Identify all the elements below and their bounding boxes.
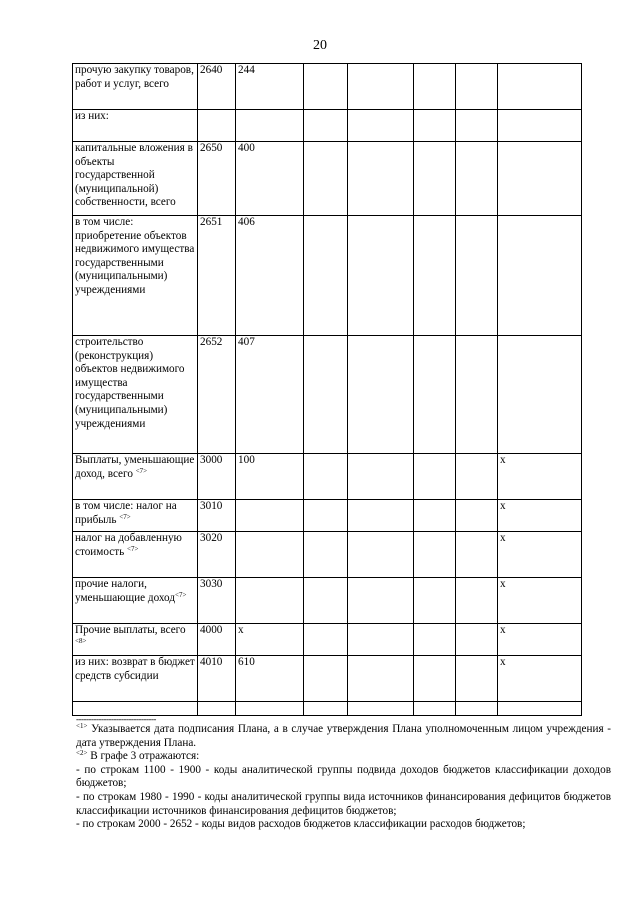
footnote-paragraph: - по строкам 1980 - 1990 - коды аналитической группы вида источников финансирования дефицитов бюджетов классификации источников финансирования дефицитов бюджетов; xyxy=(76,790,611,817)
last-column-cell: х xyxy=(498,454,582,500)
last-column-cell: х xyxy=(498,578,582,624)
value-cell xyxy=(456,532,498,578)
value-cell xyxy=(348,656,414,702)
value-cell xyxy=(414,142,456,216)
footnotes xyxy=(76,723,611,832)
row-code-cell: 2650 xyxy=(198,142,236,216)
last-column-cell: х xyxy=(498,656,582,702)
value-cell xyxy=(348,216,414,336)
table-row xyxy=(73,500,582,532)
row-code-cell: 4000 xyxy=(198,624,236,656)
value-cell xyxy=(348,578,414,624)
value-cell xyxy=(304,578,348,624)
footnote-paragraph: $^{<1>}$ Указывается дата подписания Плана, а в случае утверждения Плана уполномоченным лицом учреждения - дата утверждения Плана. xyxy=(76,722,611,749)
budget-code-cell: 100 xyxy=(236,454,304,500)
budget-code-cell xyxy=(236,110,304,142)
value-cell xyxy=(348,142,414,216)
table-row xyxy=(73,578,582,624)
row-code-cell: 3000 xyxy=(198,454,236,500)
last-column-cell xyxy=(498,216,582,336)
row-indicator-cell: капитальные вложения в объекты государственной (муниципальной) собственности, всего xyxy=(73,142,198,216)
row-code-cell: 2652 xyxy=(198,336,236,454)
budget-code-cell: 244 xyxy=(236,64,304,110)
table-row xyxy=(73,624,582,656)
last-column-cell xyxy=(498,142,582,216)
row-indicator-cell: из них: xyxy=(73,110,198,142)
budget-code-cell: х xyxy=(236,624,304,656)
value-cell xyxy=(304,142,348,216)
value-cell xyxy=(348,532,414,578)
value-cell xyxy=(456,702,498,716)
value-cell xyxy=(304,64,348,110)
budget-code-cell: 407 xyxy=(236,336,304,454)
row-code-cell xyxy=(198,702,236,716)
footnote-paragraph: $^{<2>}$ В графе 3 отражаются: xyxy=(76,749,200,763)
value-cell xyxy=(304,656,348,702)
budget-code-cell: 610 xyxy=(236,656,304,702)
row-code-cell: 2651 xyxy=(198,216,236,336)
value-cell xyxy=(414,110,456,142)
row-code-cell xyxy=(198,110,236,142)
row-indicator-cell: из них: возврат в бюджет средств субсидии xyxy=(73,656,198,702)
value-cell xyxy=(456,64,498,110)
value-cell xyxy=(456,454,498,500)
budget-code-cell xyxy=(236,578,304,624)
value-cell xyxy=(304,624,348,656)
budget-code-cell xyxy=(236,532,304,578)
row-indicator-cell: в том числе: приобретение объектов недвижимого имущества государственными (муниципальными) учреждениями xyxy=(73,216,198,336)
value-cell xyxy=(414,656,456,702)
table-row xyxy=(73,336,582,454)
value-cell xyxy=(304,702,348,716)
value-cell xyxy=(456,142,498,216)
value-cell xyxy=(348,64,414,110)
value-cell xyxy=(414,216,456,336)
value-cell xyxy=(414,578,456,624)
table-row xyxy=(73,216,582,336)
value-cell xyxy=(348,454,414,500)
row-indicator-cell: Выплаты, уменьшающие доход, всего $^{<7>}$ xyxy=(73,454,198,500)
last-column-cell: х xyxy=(498,624,582,656)
value-cell xyxy=(456,624,498,656)
row-indicator-cell: прочие налоги, уменьшающие доход$^{<7>}$ xyxy=(73,578,198,624)
value-cell xyxy=(348,702,414,716)
value-cell xyxy=(414,64,456,110)
value-cell xyxy=(304,110,348,142)
value-cell xyxy=(414,454,456,500)
footnote-mark: <1> xyxy=(76,722,88,730)
row-indicator-cell: строительство (реконструкция) объектов недвижимого имущества государственными (муниципальными) учреждениями xyxy=(73,336,198,454)
value-cell xyxy=(456,110,498,142)
value-cell xyxy=(414,702,456,716)
value-cell xyxy=(348,336,414,454)
last-column-cell xyxy=(498,702,582,716)
last-column-cell: х xyxy=(498,500,582,532)
plan-table xyxy=(72,63,582,716)
table-row xyxy=(73,656,582,702)
value-cell xyxy=(414,500,456,532)
last-column-cell xyxy=(498,64,582,110)
budget-code-cell: 400 xyxy=(236,142,304,216)
last-column-cell: х xyxy=(498,532,582,578)
value-cell xyxy=(304,500,348,532)
budget-code-cell: 406 xyxy=(236,216,304,336)
value-cell xyxy=(414,532,456,578)
row-code-cell: 4010 xyxy=(198,656,236,702)
plan-table-body xyxy=(73,64,582,716)
table-row xyxy=(73,64,582,110)
footnote-reference: <7> xyxy=(175,590,187,599)
footnote-reference: <7> xyxy=(135,466,148,475)
footnote-reference: <7> xyxy=(119,512,131,521)
table-row xyxy=(73,532,582,578)
row-code-cell: 3010 xyxy=(198,500,236,532)
row-indicator-cell: в том числе: налог на прибыль $^{<7>}$ xyxy=(73,500,198,532)
budget-code-cell xyxy=(236,500,304,532)
table-row xyxy=(73,142,582,216)
value-cell xyxy=(456,500,498,532)
row-indicator-cell: Прочие выплаты, всего $^{<8>}$ xyxy=(73,624,198,656)
footnote-paragraph: - по строкам 1100 - 1900 - коды аналитической группы подвида доходов бюджетов классификации доходов бюджетов; xyxy=(76,763,611,790)
footnote-mark: <2> xyxy=(76,749,88,758)
last-column-cell xyxy=(498,110,582,142)
budget-code-cell xyxy=(236,702,304,716)
row-indicator-cell: прочую закупку товаров, работ и услуг, всего xyxy=(73,64,198,110)
footnote-reference: <7> xyxy=(127,544,139,553)
last-column-cell xyxy=(498,336,582,454)
value-cell xyxy=(348,110,414,142)
value-cell xyxy=(456,578,498,624)
value-cell xyxy=(456,336,498,454)
page-number: 20 xyxy=(313,38,327,53)
row-indicator-cell: налог на добавленную стоимость $^{<7>}$ xyxy=(73,532,198,578)
value-cell xyxy=(304,454,348,500)
value-cell xyxy=(304,532,348,578)
value-cell xyxy=(348,500,414,532)
value-cell xyxy=(304,216,348,336)
row-code-cell: 3030 xyxy=(198,578,236,624)
row-code-cell: 2640 xyxy=(198,64,236,110)
value-cell xyxy=(304,336,348,454)
footnote-paragraph: - по строкам 2000 - 2652 - коды видов расходов бюджетов классификации расходов бюджетов; xyxy=(76,818,526,831)
footnote-reference: <8> xyxy=(75,636,87,645)
value-cell xyxy=(456,216,498,336)
table-row xyxy=(73,110,582,142)
value-cell xyxy=(348,624,414,656)
value-cell xyxy=(414,624,456,656)
footnote-separator: -------------------------------- xyxy=(76,714,156,724)
table-row xyxy=(73,454,582,500)
value-cell xyxy=(456,656,498,702)
value-cell xyxy=(414,336,456,454)
row-code-cell: 3020 xyxy=(198,532,236,578)
